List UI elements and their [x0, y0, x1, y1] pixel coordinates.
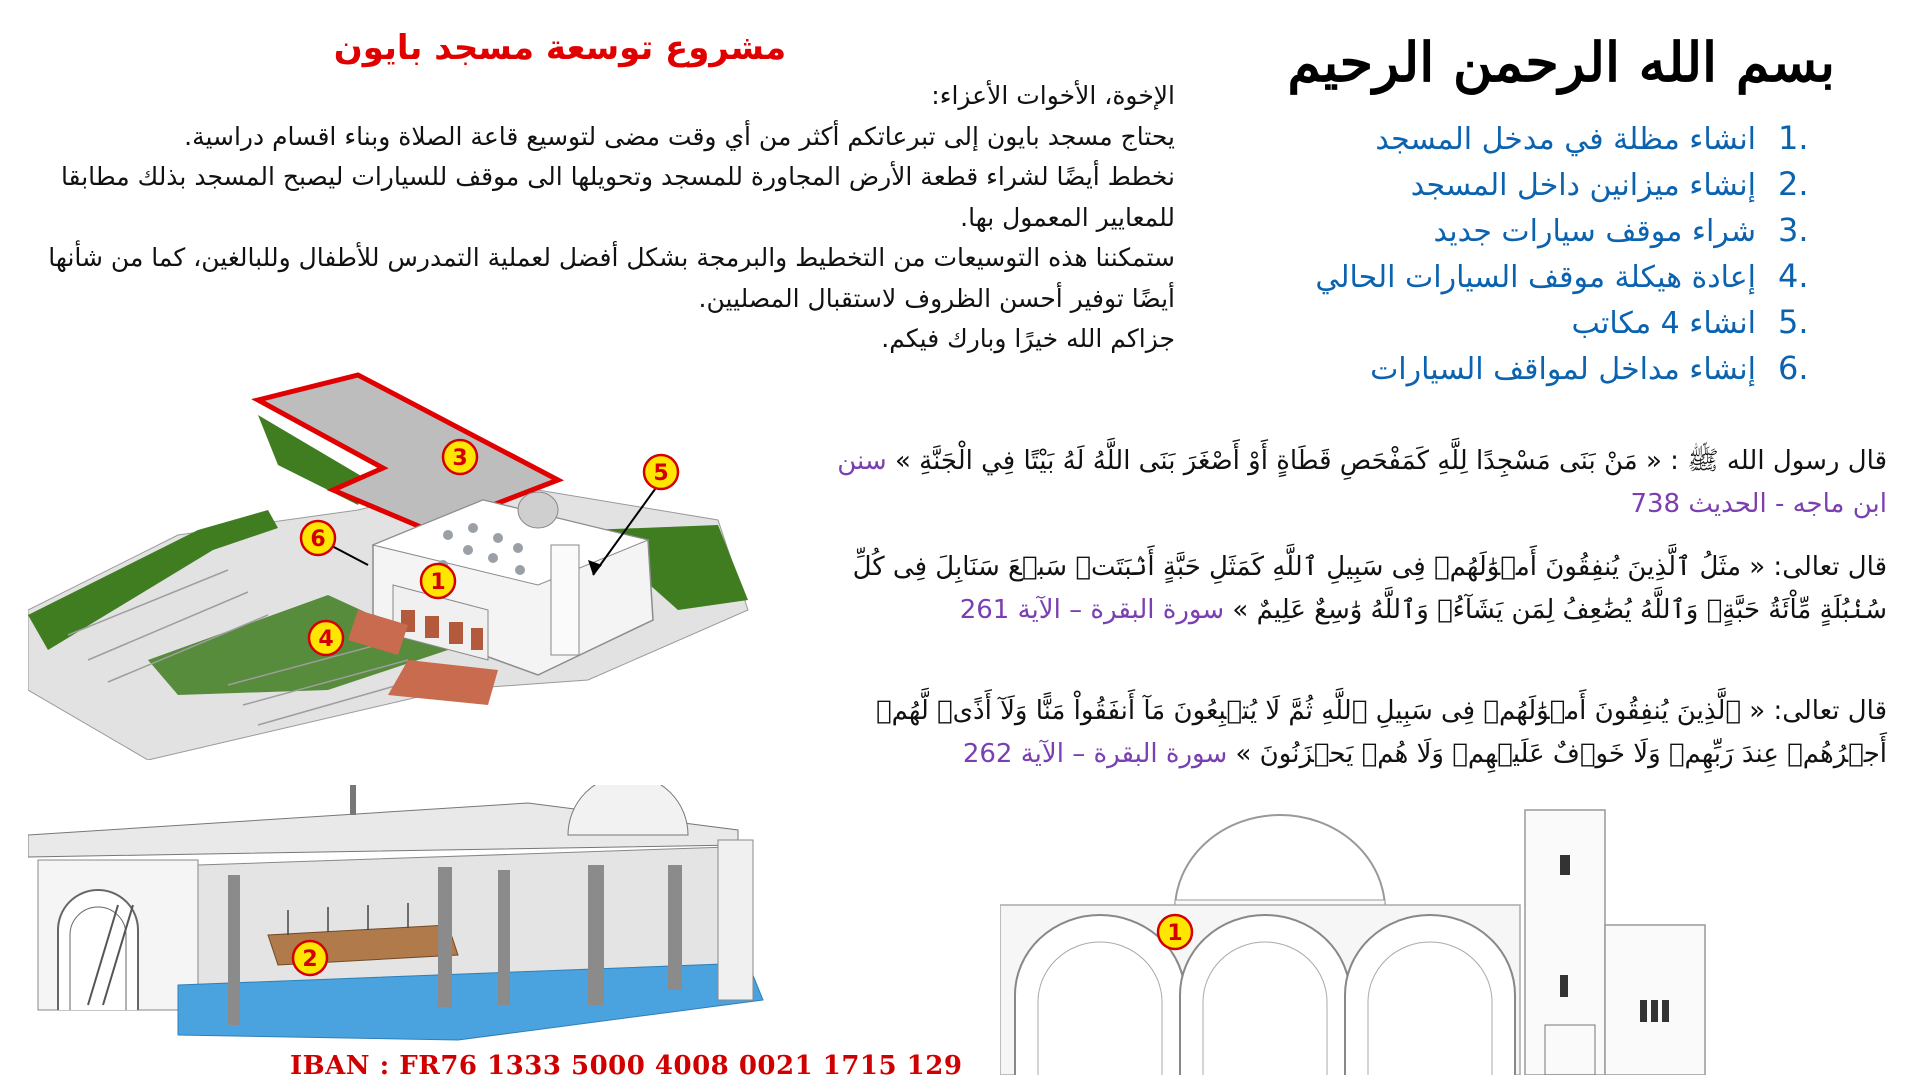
goal-number: 1. [1778, 119, 1809, 157]
goal-text: إنشاء مداخل لمواقف السيارات [1370, 352, 1756, 387]
goal-text: إعادة هيكلة موقف السيارات الحالي [1315, 260, 1756, 295]
hadith-quote [802, 440, 1887, 526]
site-marker [443, 440, 477, 474]
quran-quote [802, 690, 1887, 776]
site-marker [309, 621, 343, 655]
marker-label: 3 [452, 446, 468, 471]
elevation-marker [1158, 915, 1192, 949]
goal-item [1190, 207, 1840, 253]
goal-number: 3. [1778, 211, 1809, 249]
quote-text: قال رسول الله ﷺ : « مَنْ بَنَى مَسْجِدًا لِلَّهِ كَمَفْحَصِ قَطَاةٍ أَوْ أَصْغَرَ بَنَى اللَّهُ لَهُ بَيْتًا فِي الْجَنَّةِ » [886, 446, 1887, 476]
goal-item [1190, 115, 1840, 161]
appeal-text [40, 76, 1175, 360]
goal-number: 5. [1778, 303, 1809, 341]
iban-text: IBAN : FR76 1333 5000 4008 0021 1715 129 [290, 1051, 963, 1081]
marker-label: 5 [653, 461, 669, 486]
goal-number: 4. [1778, 257, 1809, 295]
goal-text: إنشاء ميزانين داخل المسجد [1410, 168, 1756, 203]
goal-text: انشاء مظلة في مدخل المسجد [1375, 122, 1756, 157]
goal-number: 6. [1778, 349, 1809, 387]
appeal-greeting: الإخوة، الأخوات الأعزاء: [931, 81, 1175, 110]
appeal-paragraph: يحتاج مسجد بايون إلى تبرعاتكم أكثر من أي وقت مضى لتوسيع قاعة الصلاة وبناء اقسام دراسية. [184, 121, 1175, 151]
site-marker [644, 455, 678, 489]
goal-text: شراء موقف سيارات جديد [1433, 214, 1756, 249]
quran-quote [802, 546, 1887, 632]
quote-text: قال تعالى: « مثَلُ ٱلَّذِينَ يُنفِقُونَ أَمۡوَٰلَهُمۡ فِى سَبِيلِ ٱللَّهِ كَمَثَلِ حَبَّةٍ أَنۢبَتَتۡ سَبۡعَ سَنَابِلَ فِى كُلِّ سُنۢبُلَةٍ مِّاْئَةُ حَبَّةٍۗ وَٱللَّهُ يُضَٰعِفُ لِمَن يَشَآءُۗ وَٱللَّهُ وَٰسِعٌ عَلِيمٌ » [852, 552, 1887, 625]
quote-text: قال تعالى: « ٱلَّذِينَ يُنفِقُونَ أَمۡوَٰلَهُمۡ فِى سَبِيلِ ٱللَّهِ ثُمَّ لَا يُتۡبِعُونَ مَآ أَنفَقُواْ مَنًّا وَلَآ أَذًىۙ لَّهُمۡ أَجۡرُهُمۡ عِندَ رَبِّهِمۡ وَلَا خَوۡفٌ عَلَيۡهِمۡ وَلَا هُمۡ يَحۡزَنُونَ » [875, 696, 1887, 769]
quote-source: سورة البقرة – الآية 261 [959, 595, 1225, 625]
marker-label: 6 [310, 527, 326, 552]
section-illustration [28, 785, 778, 1050]
project-goals-list [1190, 115, 1840, 391]
site-marker [421, 564, 455, 598]
site-plan-illustration [28, 360, 788, 760]
goal-item [1190, 161, 1840, 207]
goal-text: انشاء 4 مكاتب [1571, 306, 1756, 341]
goal-item [1190, 299, 1840, 345]
elevation-illustration [1000, 790, 1710, 1075]
marker-label: 2 [302, 947, 318, 972]
goal-item [1190, 253, 1840, 299]
project-title: مشروع توسعة مسجد بايون [333, 28, 787, 68]
appeal-closing: جزاكم الله خيرًا وبارك فيكم. [881, 324, 1175, 353]
marker-label: 1 [430, 570, 446, 595]
marker-label: 1 [1167, 921, 1183, 946]
goal-number: 2. [1778, 165, 1809, 203]
appeal-paragraph: ستمكننا هذه التوسيعات من التخطيط والبرمجة بشكل أفضل لعملية التمدرس للأطفال وللبالغين، كما من شأنها أيضًا توفير أحسن الظروف لاستقبال المصليين. [48, 243, 1175, 313]
marker-label: 4 [318, 627, 334, 652]
quote-source: سنن ابن ماجه - الحديث 738 [837, 446, 1887, 519]
appeal-paragraph: نخطط أيضًا لشراء قطعة الأرض المجاورة للمسجد وتحويلها الى موقف للسيارات ليصبح المسجد بذلك مطابقا للمعايير المعمول بها. [60, 162, 1175, 232]
quote-source: سورة البقرة – الآية 262 [962, 739, 1228, 769]
site-marker [301, 521, 335, 555]
basmala-heading: بسم الله الرحمن الرحيم [1287, 30, 1835, 94]
section-marker [293, 941, 327, 975]
goal-item [1190, 345, 1840, 391]
